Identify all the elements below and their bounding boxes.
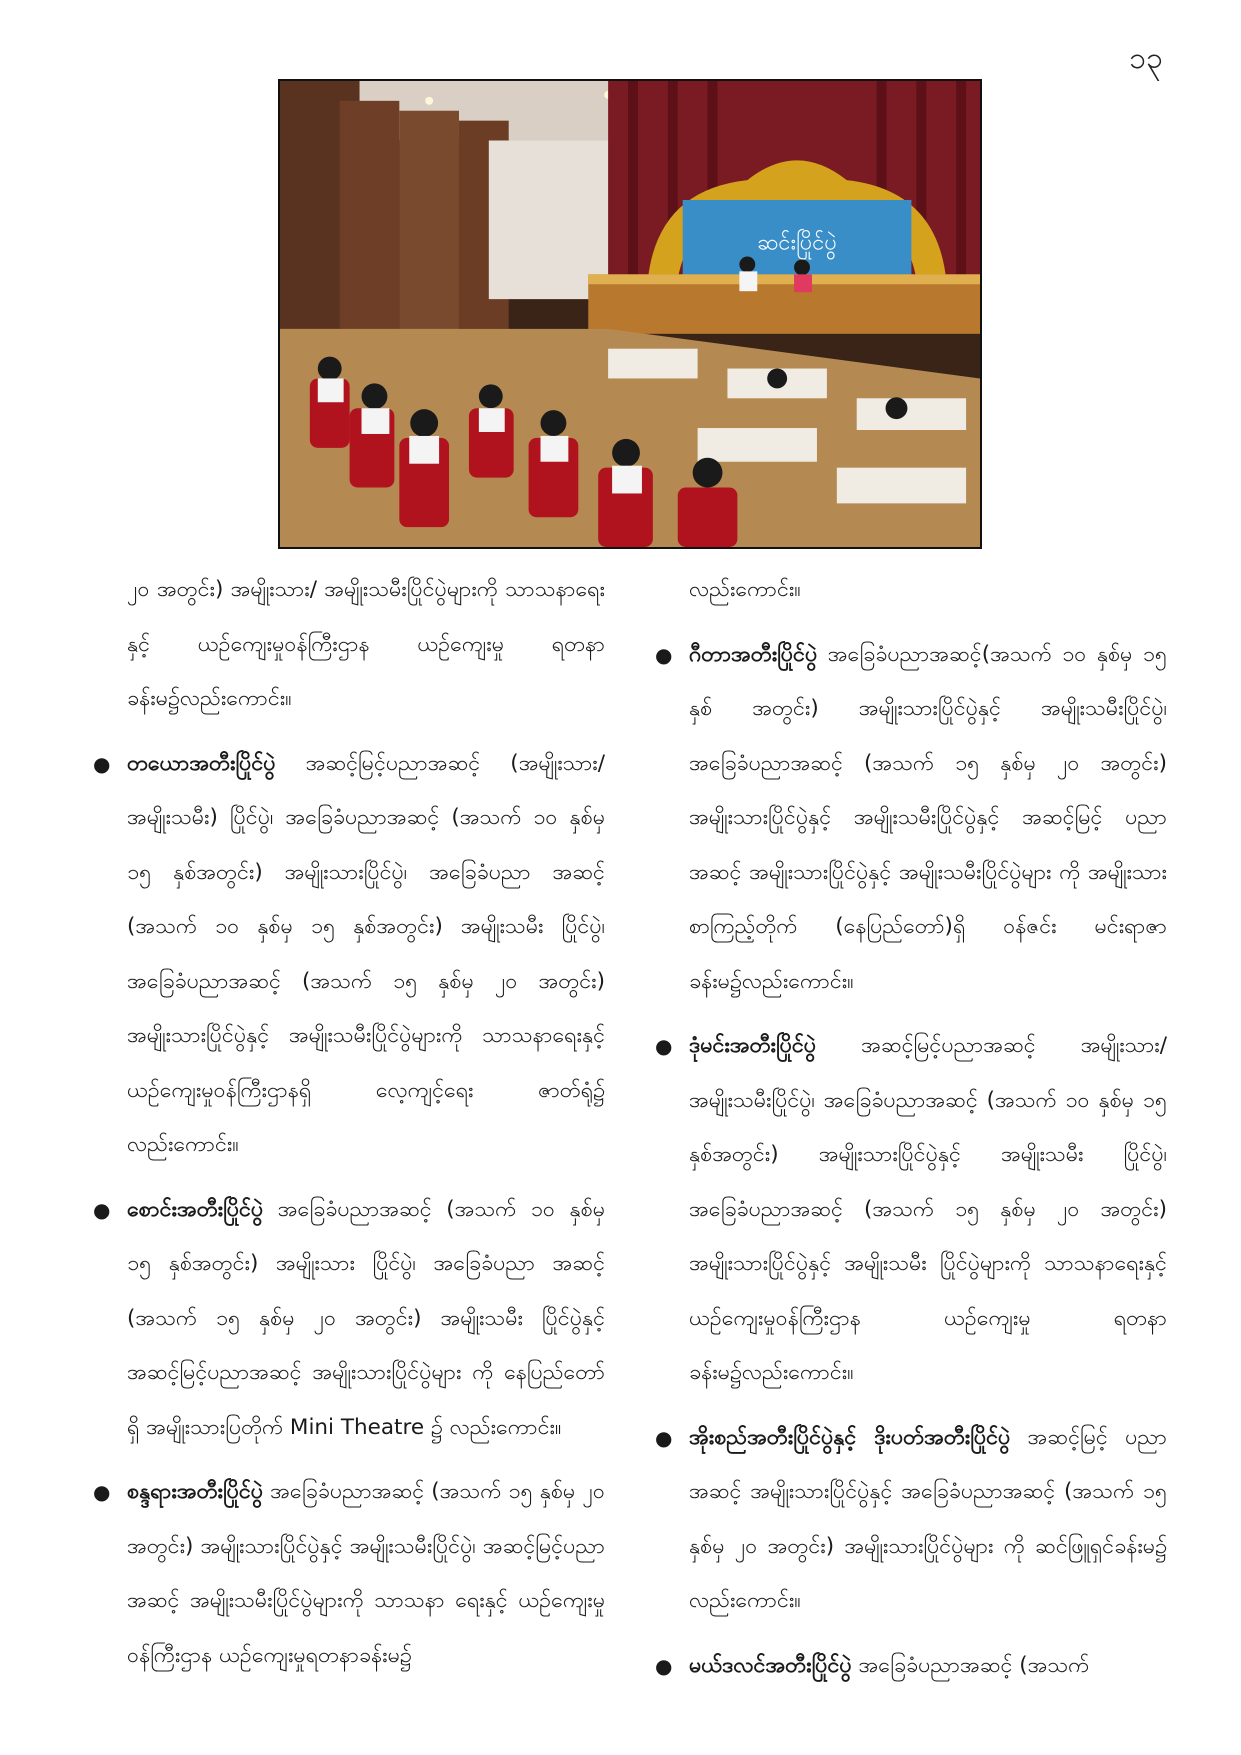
bullet-icon: ● (655, 1653, 673, 1678)
bullet-icon: ● (655, 1034, 673, 1058)
item-text: အခြေခံပညာအဆင့် (အသက် ၁၅ နှစ်မှ ၂၀ အတွင်း) အမျိုးသားပြိုင်ပွဲနှင့် အမျိုးသမီးပြိုင်ပွဲ၊ အဆင့်မြင့်ပညာအဆင့် အမျိုးသမီးပြိုင်ပွဲများကို သာသနာ ရေးနှင့် ယဉ်ကျေးမှုဝန်ကြီးဌာန ယဉ်ကျေးမှုရတနာခန်းမ၌ (127, 1479, 605, 1668)
banner-text: ဆင်းပြိုင်ပွဲ (757, 230, 837, 256)
item-lead: စန္ဒရားအတီးပြိုင်ပွဲ (127, 1479, 264, 1504)
item-text: အဆင့်မြင့်ပညာအဆင့် (အမျိုးသား/ အမျိုးသမီး) ပြိုင်ပွဲ၊ အခြေခံပညာအဆင့် (အသက် ၁၀ နှစ်မှ ၁၅ နှစ်အတွင်း) အမျိုးသားပြိုင်ပွဲ၊ အခြေခံပညာ အဆင့် (အသက် ၁၀ နှစ်မှ ၁၅ နှစ်အတွင်း) အမျိုးသမီး ပြိုင်ပွဲ၊ အခြေခံပညာအဆင့် (အသက် ၁၅ နှစ်မှ ၂၀ အတွင်း) အမျိုးသားပြိုင်ပွဲနှင့် အမျိုးသမီးပြိုင်ပွဲများကို သာသနာရေးနှင့် ယဉ်ကျေးမှုဝန်ကြီးဌာနရှိ လေ့ကျင့်ရေး ဇာတ်ရုံ၌ လည်းကောင်း။ (127, 750, 605, 1157)
item-text: အဆင့်မြင့်ပညာအဆင့် အမျိုးသား/ အမျိုးသမီးပြိုင်ပွဲ၊ အခြေခံပညာအဆင့် (အသက် ၁၀ နှစ်မှ ၁၅ နှစ်အတွင်း) အမျိုးသားပြိုင်ပွဲနှင့် အမျိုးသမီး ပြိုင်ပွဲ၊ အခြေခံပညာအဆင့် (အသက် ၁၅ နှစ်မှ ၂၀ အတွင်း) အမျိုးသားပြိုင်ပွဲနှင့် အမျိုးသမီး ပြိုင်ပွဲများကို သာသနာရေးနှင့် ယဉ်ကျေးမှုဝန်ကြီးဌာန ယဉ်ကျေးမှု ရတနာခန်းမ၌လည်းကောင်း။ (689, 1033, 1167, 1385)
item-text: အခြေခံပညာအဆင့် (အသက် (851, 1652, 1090, 1678)
item-lead: အိုးစည်အတီးပြိုင်ပွဲနှင့် ဒိုးပတ်အတီးပြိုင်ပွဲ (689, 1424, 1011, 1450)
item-text: အခြေခံပညာအဆင့် (အသက် ၁၀ နှစ်မှ ၁၅ နှစ်အတွင်း) အမျိုးသား ပြိုင်ပွဲ၊ အခြေခံပညာ အဆင့် (အသက် ၁၅ နှစ်မှ ၂၀ အတွင်း) အမျိုးသမီး ပြိုင်ပွဲနှင့် အဆင့်မြင့်ပညာအဆင့် အမျိုးသားပြိုင်ပွဲများ ကို နေပြည်တော်ရှိ အမျိုးသားပြတိုက် Mini Theatre ၌ လည်းကောင်း။ (127, 1196, 605, 1440)
right-column (655, 563, 1167, 1693)
item-lead: စောင်းအတီးပြိုင်ပွဲ (127, 1196, 264, 1222)
list-item (655, 1639, 1167, 1694)
item-lead: မယ်ဒလင်အတီးပြိုင်ပွဲ (689, 1652, 852, 1678)
left-column (93, 563, 605, 1683)
bullet-icon: ● (655, 642, 673, 667)
item-lead: ဒုံမင်းအတီးပြိုင်ပွဲ (689, 1033, 817, 1058)
page-number: ၁၃ (1129, 41, 1163, 76)
item-lead: ဂီတာအတီးပြိုင်ပွဲ (689, 641, 818, 667)
list-item (93, 1465, 605, 1683)
bullet-icon: ● (655, 1425, 673, 1450)
continuation-text: လည်းကောင်း။ (689, 577, 801, 602)
bullet-icon: ● (93, 1480, 111, 1504)
photo-illustration (280, 81, 980, 547)
list-item (655, 1019, 1167, 1401)
list-item (93, 1183, 605, 1456)
item-text: အဆင့်မြင့် ပညာအဆင့် အမျိုးသားပြိုင်ပွဲနှင့် အခြေခံပညာအဆင့် (အသက် ၁၅ နှစ်မှ ၂၀ အတွင်း) အမျိုးသားပြိုင်ပွဲများ ကို ဆင်ဖြူရှင်ခန်းမ၌ လည်းကောင်း။ (689, 1424, 1167, 1613)
event-photo (278, 79, 982, 549)
list-item (655, 1411, 1167, 1629)
continuation-text: ၂၀ အတွင်း) အမျိုးသား/ အမျိုးသမီးပြိုင်ပွဲများကို သာသနာရေးနှင့် ယဉ်ကျေးမှုဝန်ကြီးဌာန ယဉ်ကျေးမှု ရတနာခန်းမ၌လည်းကောင်း။ (127, 577, 605, 711)
bullet-icon: ● (93, 1197, 111, 1222)
list-item (655, 628, 1167, 1010)
item-lead: တယောအတီးပြိုင်ပွဲ (127, 750, 276, 776)
list-item (93, 737, 605, 1173)
bullet-icon: ● (93, 751, 111, 776)
item-text: အခြေခံပညာအဆင့်(အသက် ၁၀ နှစ်မှ ၁၅ နှစ် အတွင်း) အမျိုးသားပြိုင်ပွဲနှင့် အမျိုးသမီးပြိုင်ပွဲ၊ အခြေခံပညာအဆင့် (အသက် ၁၅ နှစ်မှ ၂၀ အတွင်း) အမျိုးသားပြိုင်ပွဲနှင့် အမျိုးသမီးပြိုင်ပွဲနှင့် အဆင့်မြင့် ပညာအဆင့် အမျိုးသားပြိုင်ပွဲနှင့် အမျိုးသမီးပြိုင်ပွဲများ ကို အမျိုးသားစာကြည့်တိုက် (နေပြည်တော်)ရှိ ဝန်ဇင်း မင်းရာဇာခန်းမ၌လည်းကောင်း။ (689, 641, 1167, 994)
